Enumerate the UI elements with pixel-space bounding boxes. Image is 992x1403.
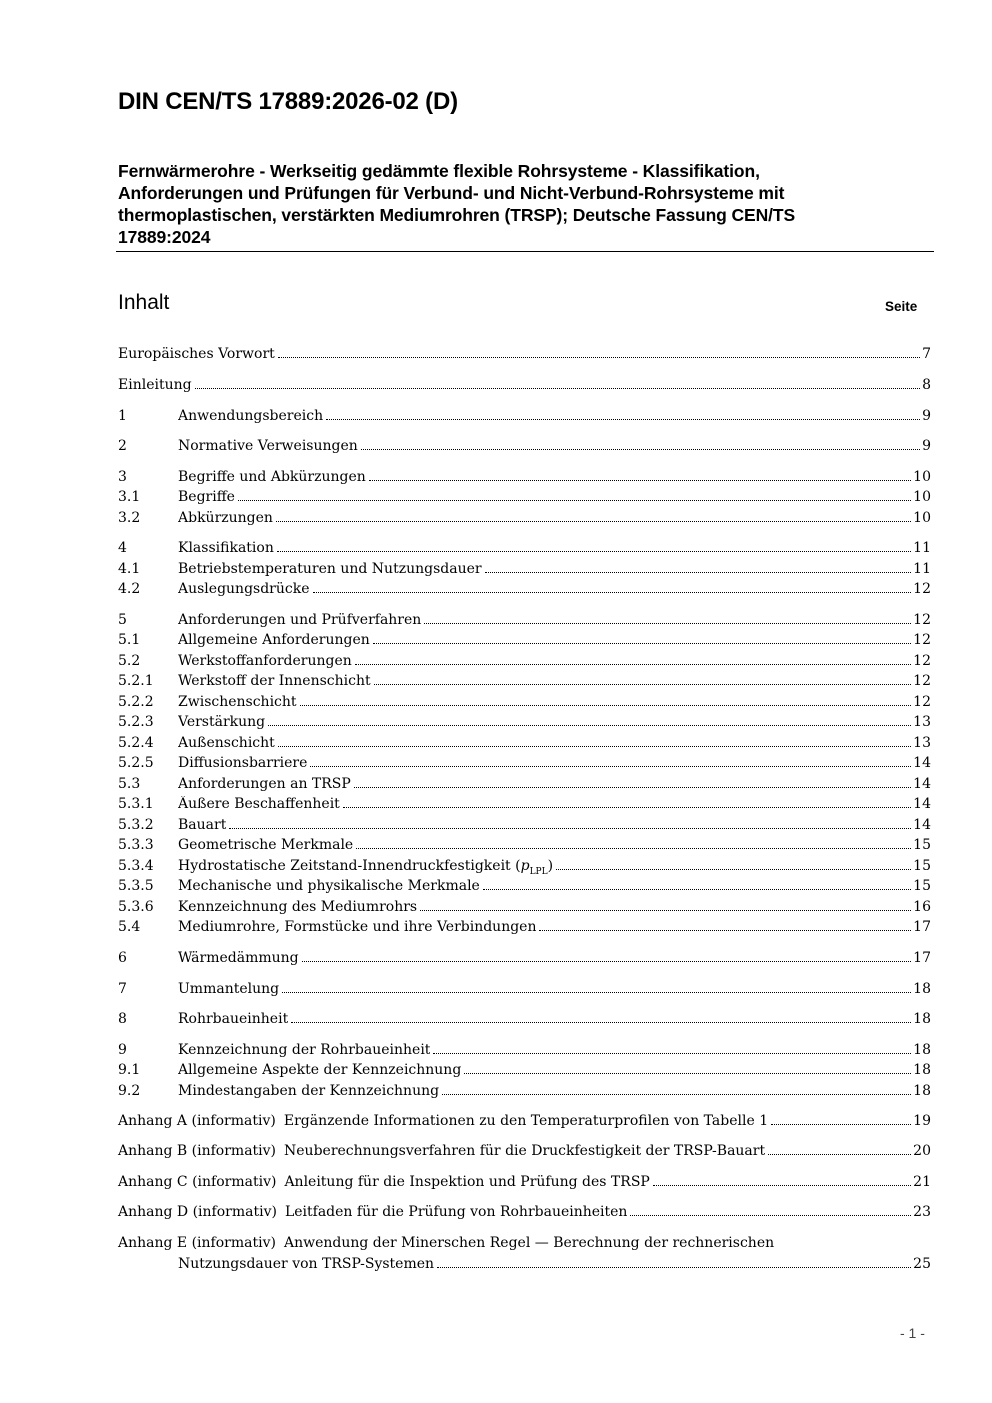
toc-entry-title [178,561,482,577]
toc-entry-title [178,837,353,853]
dot-leader [356,848,911,849]
toc-entry-title [178,735,275,751]
toc-entry[interactable] [118,632,931,652]
toc-annex-label: Anhang E (informativ) [118,1235,276,1251]
dot-leader [485,572,912,573]
toc-entry-title [178,581,310,597]
toc-entry-page: 7 [922,346,931,362]
toc-entry-number: 9.2 [118,1083,141,1099]
dot-leader [433,1053,911,1054]
toc-entry-number: 5.3.1 [118,796,154,812]
toc-entry-title-text: Bauart [178,817,227,833]
toc-entry-title-text: Allgemeine Anforderungen [178,632,370,648]
toc-entry[interactable] [118,899,931,919]
toc-entry-title [178,438,358,454]
toc-annex-page: 23 [913,1204,931,1220]
toc-annex-title: Leitfaden für die Prüfung von Rohrbaueinheiten [284,1204,628,1220]
toc-entry-page: 11 [913,561,931,577]
title-divider [116,251,934,252]
dot-leader [437,1267,911,1268]
toc-annex-title-continued: Nutzungsdauer von TRSP-Systemen [178,1256,435,1272]
toc-entry[interactable] [118,981,931,1001]
dot-leader [300,705,912,706]
dot-leader [291,1022,911,1023]
toc-annex-page: 19 [913,1113,931,1129]
toc-entry-page: 9 [922,408,931,424]
toc-entry[interactable] [118,950,931,970]
toc-entry-page: 14 [913,776,931,792]
toc-annex-page: 25 [913,1256,931,1272]
toc-entry-title [178,612,421,628]
toc-annex-title: Ergänzende Informationen zu den Temperaturprofilen von Tabelle 1 [283,1113,769,1129]
toc-entry-number: 5.2.1 [118,673,154,689]
dot-leader [424,623,911,624]
toc-entry-title [178,981,279,997]
toc-entry-number: 7 [118,981,127,997]
title-line: thermoplastischen, verstärkten Mediumrohren (TRSP); Deutsche Fassung CEN/TS [118,205,796,225]
toc-page-column-label: Seite [885,299,918,314]
toc-entry-page: 10 [913,510,931,526]
toc-entry-title [178,540,274,556]
toc-annex-entry[interactable] [118,1204,931,1224]
toc-entry[interactable] [118,438,931,458]
toc-entry-title-text: Europäisches Vorwort [118,346,275,362]
toc-entry-number: 5.3.5 [118,878,154,894]
dot-leader [195,388,921,389]
toc-entry-title-text: Mediumrohre, Formstücke und ihre Verbindungen [178,919,537,935]
toc-entry[interactable] [118,878,931,898]
toc-entry-title [178,694,297,710]
toc-entry[interactable] [118,919,931,939]
toc-entry-number: 5.1 [118,632,141,648]
toc-entry-title [118,377,192,393]
formula-variable: p [520,858,530,874]
toc-entry-title-text: Allgemeine Aspekte der Kennzeichnung [178,1062,462,1078]
toc-entry-title-text: Geometrische Merkmale [178,837,354,853]
toc-entry-number: 9 [118,1042,127,1058]
toc-entry-number: 5.3.4 [118,858,154,874]
toc-entry-title-text: Einleitung [118,377,192,393]
toc-entry-number: 5.3.3 [118,837,154,853]
toc-entry[interactable] [118,581,931,601]
toc-entry-title-text: Ummantelung [178,981,280,997]
toc-entry-title [178,1083,439,1099]
toc-entry-number: 4.1 [118,561,141,577]
dot-leader [464,1073,911,1074]
toc-entry[interactable] [118,714,931,734]
toc-entry-number: 5.2.5 [118,755,154,771]
toc-entry-number: 5.3.2 [118,817,154,833]
toc-entry-page: 18 [913,1011,931,1027]
toc-entry-title [178,510,273,526]
toc-annex-label: Anhang D (informativ) [118,1204,277,1220]
toc-entry-number: 5.2.3 [118,714,154,730]
toc-entry-number: 3.1 [118,489,141,505]
toc-annex-entry[interactable] [118,1113,931,1133]
toc-entry-number: 3.2 [118,510,141,526]
toc-entry[interactable] [118,796,931,816]
toc-annex-page: 21 [913,1174,931,1190]
toc-entry-page: 17 [913,919,931,935]
toc-entry-title [178,1011,288,1027]
dot-leader [229,828,911,829]
dot-leader [483,889,911,890]
dot-leader [653,1185,911,1186]
toc-entry-title-text: Außenschicht [178,735,275,751]
toc-entry[interactable] [118,561,931,581]
toc-entry-page: 16 [913,899,931,915]
dot-leader [278,746,911,747]
dot-leader [302,961,912,962]
toc-entry[interactable] [118,735,931,755]
toc-entry-page: 15 [913,837,931,853]
toc-entry-page: 13 [913,714,931,730]
toc-entry-title-text: Begriffe und Abkürzungen [178,469,366,485]
toc-entry[interactable] [118,489,931,509]
toc-annex-entry-continuation[interactable] [178,1256,931,1276]
toc-annex-label: Anhang C (informativ) [118,1174,277,1190]
toc-entry-number: 6 [118,950,127,966]
formula-subscript: LPL [529,866,548,877]
toc-annex-entry[interactable] [118,1143,931,1163]
toc-entry-title-text: Mindestangaben der Kennzeichnung [178,1083,440,1099]
toc-entry-number: 5.3.6 [118,899,154,915]
toc-entry-number: 2 [118,438,127,454]
toc-entry-title-text: Verstärkung [178,714,266,730]
dot-leader [768,1154,911,1155]
toc-entry[interactable] [118,673,931,693]
toc-entry-title [178,469,366,485]
dot-leader [278,357,920,358]
toc-entry-page: 15 [913,858,931,874]
toc-entry[interactable] [118,817,931,837]
toc-annex-label: Anhang B (informativ) [118,1143,277,1159]
toc-entry-title-text: Anforderungen an TRSP [178,776,351,792]
dot-leader [310,766,911,767]
toc-annex-entry[interactable] [118,1235,931,1255]
toc-entry-title-text: Wärmedämmung [178,950,299,966]
dot-leader [268,725,911,726]
toc-entry-title-text: Begriffe [178,489,235,505]
toc-entry-title-text: Normative Verweisungen [178,438,358,454]
toc-entry-number: 4 [118,540,127,556]
toc-entry-page: 12 [913,581,931,597]
toc-entry-title-text: Kennzeichnung der Rohrbaueinheit [178,1042,431,1058]
toc-entry-title-text: Anwendungsbereich [178,408,324,424]
toc-entry-title [178,878,480,894]
toc-entry-title [178,776,351,792]
toc-entry-title [178,858,553,877]
toc-entry[interactable] [118,1062,931,1082]
toc-entry-page: 12 [913,632,931,648]
dot-leader [420,910,911,911]
toc-entry-title-end: ) [547,858,554,874]
toc-entry-title [178,1042,430,1058]
toc-entry-page: 12 [913,653,931,669]
toc-entry-title [178,950,299,966]
toc-entry-page: 12 [913,612,931,628]
toc-entry[interactable] [118,694,931,714]
toc-entry-number: 1 [118,408,127,424]
toc-entry-number: 5.2.4 [118,735,154,751]
toc-entry-number: 8 [118,1011,127,1027]
toc-entry[interactable] [118,755,931,775]
toc-entry-title [178,899,417,915]
dot-leader [556,869,911,870]
document-title [118,160,918,248]
toc-entry-title [178,489,235,505]
toc-entry-title [178,796,340,812]
toc-entry[interactable] [118,858,931,878]
toc-entry-title-text: Zwischenschicht [178,694,297,710]
toc-entry-page: 18 [913,1062,931,1078]
dot-leader [343,807,911,808]
dot-leader [630,1215,911,1216]
toc-annex-title: Anwendung der Minerschen Regel — Berechnung der rechnerischen [283,1235,775,1251]
toc-entry-title-text: Kennzeichnung des Mediumrohrs [178,899,418,915]
dot-leader [277,551,911,552]
toc-entry[interactable] [118,510,931,530]
toc-entry-number: 3 [118,469,127,485]
toc-entry-title-text: Abkürzungen [178,510,273,526]
toc-entry-title-text: Rohrbaueinheit [178,1011,289,1027]
title-line: Fernwärmerohre - Werkseitig gedämmte flexible Rohrsysteme - Klassifikation, [118,161,760,181]
toc-entry-page: 11 [913,540,931,556]
toc-entry-number: 9.1 [118,1062,141,1078]
toc-entry-page: 14 [913,817,931,833]
toc-entry-title [178,817,226,833]
dot-leader [326,419,920,420]
toc-entry-page: 10 [913,489,931,505]
toc-entry-title [178,1062,461,1078]
dot-leader [355,664,911,665]
toc-entry-title-text: Werkstoffanforderungen [178,653,352,669]
toc-entry-title [178,919,536,935]
toc-entry[interactable] [118,776,931,796]
toc-entry-page: 13 [913,735,931,751]
toc-entry-title [178,632,370,648]
toc-entry[interactable] [118,1042,931,1062]
toc-entry-title-text: Anforderungen und Prüfverfahren [178,612,422,628]
document-id: DIN CEN/TS 17889:2026-02 (D) [118,88,458,115]
toc-entry[interactable] [118,540,931,560]
toc-heading: Inhalt [118,291,170,314]
dot-leader [313,592,912,593]
toc-entry-page: 9 [922,438,931,454]
dot-leader [276,521,911,522]
toc-entry-title-text: Werkstoff der Innenschicht [178,673,371,689]
toc-entry-title-text: Klassifikation [178,540,274,556]
toc-entry-number: 5.2 [118,653,141,669]
toc-entry[interactable] [118,612,931,632]
title-line: Anforderungen und Prüfungen für Verbund- und Nicht-Verbund-Rohrsysteme mit [118,183,785,203]
toc-entry-title-text: Betriebstemperaturen und Nutzungsdauer [178,561,482,577]
toc-entry-title [118,346,275,362]
toc-entry-page: 18 [913,981,931,997]
toc-entry-number: 5.2.2 [118,694,154,710]
toc-entry-number: 4.2 [118,581,141,597]
toc-entry-page: 14 [913,796,931,812]
toc-entry[interactable] [118,408,931,428]
toc-entry-title [178,653,352,669]
toc-entry-title-text: Diffusionsbarriere [178,755,308,771]
toc-entry-page: 12 [913,673,931,689]
toc-entry-title [178,408,323,424]
toc-entry-page: 18 [913,1083,931,1099]
dot-leader [361,449,920,450]
dot-leader [373,643,911,644]
toc-annex-title: Anleitung für die Inspektion und Prüfung des TRSP [284,1174,650,1190]
toc-entry[interactable] [118,1083,931,1103]
toc-entry-page: 14 [913,755,931,771]
toc-entry[interactable] [118,1011,931,1031]
toc-entry-number: 5 [118,612,127,628]
dot-leader [374,684,912,685]
toc-entry[interactable] [118,469,931,489]
toc-entry-number: 5.4 [118,919,141,935]
toc-entry-page: 15 [913,878,931,894]
dot-leader [354,787,911,788]
toc-entry-number: 5.3 [118,776,141,792]
toc-annex-page: 20 [913,1143,931,1159]
toc-entry[interactable] [118,346,931,366]
toc-entry-title-text: Auslegungsdrücke [178,581,310,597]
title-line: 17889:2024 [118,227,211,247]
toc-entry-title-text: Äußere Beschaffenheit [178,796,340,812]
dot-leader [442,1094,911,1095]
dot-leader [238,500,911,501]
toc-entry[interactable] [118,653,931,673]
toc-entry-title-text: Mechanische und physikalische Merkmale [178,878,480,894]
toc-entry-title [178,673,371,689]
toc-entry-page: 17 [913,950,931,966]
toc-entry-title-text: Hydrostatische Zeitstand-Innendruckfestigkeit ( [178,858,521,874]
toc-entry-page: 18 [913,1042,931,1058]
dot-leader [369,480,911,481]
toc-entry-title [178,714,265,730]
dot-leader [539,930,911,931]
toc-entry-page: 8 [922,377,931,393]
dot-leader [771,1124,911,1125]
toc-annex-title: Neuberechnungsverfahren für die Druckfestigkeit der TRSP-Bauart [284,1143,766,1159]
toc-entry[interactable] [118,837,931,857]
toc-entry-page: 12 [913,694,931,710]
dot-leader [282,992,911,993]
toc-entry[interactable] [118,377,931,397]
toc-annex-label: Anhang A (informativ) [118,1113,276,1129]
toc-annex-entry[interactable] [118,1174,931,1194]
toc-entry-title [178,755,307,771]
toc-entry-page: 10 [913,469,931,485]
page-number: - 1 - [900,1325,925,1341]
